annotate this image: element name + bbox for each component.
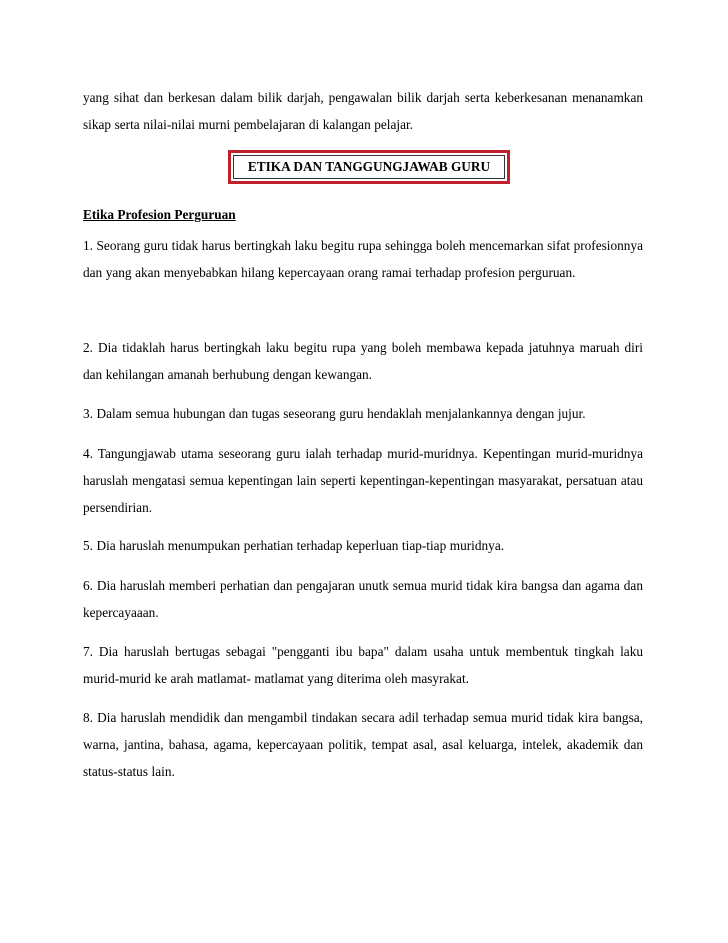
subheading: Etika Profesion Perguruan <box>83 207 236 222</box>
list-item-3: 3. Dalam semua hubungan dan tugas seseorang guru hendaklah menjalankannya dengan jujur. <box>83 406 586 421</box>
list-item-2: 2. Dia tidaklah harus bertingkah laku begitu rupa yang boleh membawa kepada jatuhnya maruah diri dan kehilangan amanah berhubung dengan kewangan. <box>83 340 643 382</box>
list-item-1: 1. Seorang guru tidak harus bertingkah laku begitu rupa sehingga boleh mencemarkan sifat profesionnya dan yang akan menyebabkan hilang kepercayaan orang ramai terhadap profesion perguruan. <box>83 238 643 280</box>
list-item-6: 6. Dia haruslah memberi perhatian dan pengajaran unutk semua murid tidak kira bangsa dan agama dan kepercayaaan. <box>83 578 643 620</box>
list-item-8: 8. Dia haruslah mendidik dan mengambil tindakan secara adil terhadap semua murid tidak kira bangsa, warna, jantina, bahasa, agama, kepercayaan politik, tempat asal, asal keluarga, intelek, akademik dan status-status lain. <box>83 710 643 779</box>
list-item-7: 7. Dia haruslah bertugas sebagai "pengganti ibu bapa" dalam usaha untuk membentuk tingkah laku murid-murid ke arah matlamat- matlamat yang diterima oleh masyrakat. <box>83 644 643 686</box>
intro-paragraph: yang sihat dan berkesan dalam bilik darjah, pengawalan bilik darjah serta keberkesanan menanamkan sikap serta nilai-nilai murni pembelajaran di kalangan pelajar. <box>83 90 643 132</box>
section-title: ETIKA DAN TANGGUNGJAWAB GURU <box>233 155 505 179</box>
title-box <box>228 150 510 184</box>
list-item-5: 5. Dia haruslah menumpukan perhatian terhadap keperluan tiap-tiap muridnya. <box>83 538 505 553</box>
list-item-4: 4. Tangungjawab utama seseorang guru ialah terhadap murid-muridnya. Kepentingan murid-muridnya haruslah mengatasi semua kepentingan lain seperti kepentingan-kepentingan masyarakat, persatuan atau persendirian. <box>83 446 643 515</box>
